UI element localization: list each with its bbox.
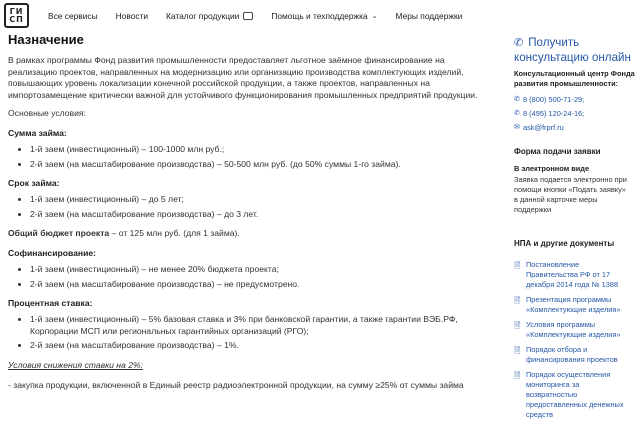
document-icon: 🗎 bbox=[514, 346, 521, 355]
loan-term-list bbox=[8, 194, 478, 220]
top-header bbox=[0, 0, 640, 32]
budget-line bbox=[8, 228, 478, 240]
email-text: ask@frprf.ru bbox=[523, 123, 564, 132]
phone-1-link[interactable] bbox=[514, 93, 640, 107]
phone-icon: ✆ bbox=[514, 96, 520, 103]
interest-list bbox=[8, 314, 478, 352]
loan-term-heading: Срок займа: bbox=[8, 178, 60, 189]
list-item: • 2-й заем (на масштабирование производства) – 50-500 млн руб. (до 50% суммы 1-го займа). bbox=[30, 159, 478, 171]
chat-icon bbox=[243, 12, 253, 20]
sidebar bbox=[514, 36, 640, 425]
list-item: • 1-й заем (инвестиционный) – 100-1000 млн руб.; bbox=[30, 144, 478, 156]
logo-line-1: ГИ bbox=[9, 6, 24, 16]
consult-center-label: Консультационный центр Фонда развития промышленности: bbox=[514, 69, 635, 88]
doc-link-label: Порядок отбора и финансирования проектов bbox=[526, 345, 618, 364]
nav-support-label: Меры поддержки bbox=[395, 11, 463, 21]
consult-title-line1: Получить bbox=[528, 36, 580, 49]
list-item: • 1-й заем (инвестиционный) – не менее 20% бюджета проекта; bbox=[30, 264, 478, 276]
document-icon: 🗎 bbox=[514, 321, 521, 330]
phone-icon: ✆ bbox=[514, 37, 524, 49]
doc-link[interactable] bbox=[514, 295, 640, 315]
nav-support-measures[interactable] bbox=[396, 11, 463, 21]
loan-sum-heading: Сумма займа: bbox=[8, 127, 67, 138]
list-item: • 2-й заем (на масштабирование производства) – 1%. bbox=[30, 340, 478, 352]
conditions-label: Основные условия: bbox=[8, 108, 86, 119]
interest-heading: Процентная ставка: bbox=[8, 298, 93, 309]
form-heading: Форма подачи заявки bbox=[514, 147, 601, 156]
mail-icon: ✉ bbox=[514, 124, 520, 131]
nav-news-label: Новости bbox=[115, 11, 149, 21]
doc-link-label: Постановление Правительства РФ от 17 декабря 2014 года № 1388 bbox=[526, 260, 619, 289]
nav-news[interactable] bbox=[116, 11, 148, 21]
cofinancing-heading: Софинансирование: bbox=[8, 247, 97, 258]
document-icon: 🗎 bbox=[514, 296, 521, 305]
phone-icon: ✆ bbox=[514, 110, 520, 117]
main-content bbox=[8, 32, 478, 392]
chevron-down-icon: ⌄ bbox=[371, 13, 378, 20]
doc-link-label: Презентация программы «Комплектующие изделия» bbox=[526, 295, 621, 314]
rate-reduction-heading: Условия снижения ставки на 2%: bbox=[8, 359, 144, 370]
document-icon: 🗎 bbox=[514, 261, 521, 270]
cofinancing-list bbox=[8, 264, 478, 290]
loan-sum-list bbox=[8, 144, 478, 170]
list-item: • 2-й заем (на масштабирование производства) – до 3 лет. bbox=[30, 209, 478, 221]
phone-1-text: 8 (800) 500-71-29; bbox=[523, 95, 585, 104]
main-nav bbox=[48, 0, 480, 32]
docs-heading: НПА и другие документы bbox=[514, 239, 615, 248]
doc-link[interactable] bbox=[514, 370, 640, 420]
consult-online-link[interactable] bbox=[514, 36, 640, 64]
doc-link[interactable] bbox=[514, 260, 640, 290]
phone-2-link[interactable] bbox=[514, 107, 640, 121]
doc-link-label: Порядок осуществления мониторинга за возвратностью предоставленных денежных средств bbox=[526, 370, 624, 419]
budget-value: – от 125 млн руб. (для 1 займа). bbox=[109, 228, 240, 239]
nav-help-label: Помощь и техподдержка bbox=[271, 11, 368, 21]
email-link[interactable] bbox=[514, 121, 640, 135]
nav-all-services-label: Все сервисы bbox=[48, 11, 98, 21]
logo-line-2: СП bbox=[9, 14, 24, 24]
nav-catalog-label: Каталог продукции bbox=[166, 11, 240, 21]
doc-link[interactable] bbox=[514, 320, 640, 340]
phone-2-text: 8 (495) 120-24-16; bbox=[523, 109, 585, 118]
list-item: • 1-й заем (инвестиционный) – до 5 лет; bbox=[30, 194, 478, 206]
budget-heading: Общий бюджет проекта bbox=[8, 228, 110, 239]
document-icon: 🗎 bbox=[514, 371, 521, 380]
nav-help[interactable] bbox=[271, 11, 377, 21]
nav-all-services[interactable] bbox=[48, 11, 98, 21]
list-item: • 1-й заем (инвестиционный) – 5% базовая ставка и 3% при банковской гарантии, а также гарантии ВЭБ.РФ, Корпорации МСП или региональных гарантийных организаций (РГО); bbox=[30, 314, 478, 337]
page-title: Назначение bbox=[8, 32, 84, 47]
form-text: Заявка подается электронно при помощи кнопки «Подать заявку» в данной карточке меры поддержки bbox=[514, 175, 627, 214]
gisp-logo[interactable] bbox=[4, 3, 29, 28]
nav-catalog[interactable] bbox=[166, 11, 253, 21]
doc-link[interactable] bbox=[514, 345, 640, 365]
form-subheading: В электронном виде bbox=[514, 164, 590, 173]
intro-text: В рамках программы Фонд развития промышленности предоставляет льготное заёмное финансирование на реализацию проектов, направленных на модернизацию или организацию производства комплектующих изделий, повышающих уровень локализации конечной российской продукции, а также проектов, направленных на импортозамещение критически важной для устойчивого функционирования промышленных предприятий продукции. bbox=[8, 55, 478, 100]
doc-link-label: Условия программы «Комплектующие изделия» bbox=[526, 320, 621, 339]
rate-reduction-text: - закупка продукции, включенной в Единый реестр радиоэлектронной продукции, на сумму ≥25% от суммы займа bbox=[8, 379, 464, 390]
consult-title-line2: консультацию онлайн bbox=[514, 50, 631, 64]
list-item: • 2-й заем (на масштабирование производства) – не предусмотрено. bbox=[30, 279, 478, 291]
